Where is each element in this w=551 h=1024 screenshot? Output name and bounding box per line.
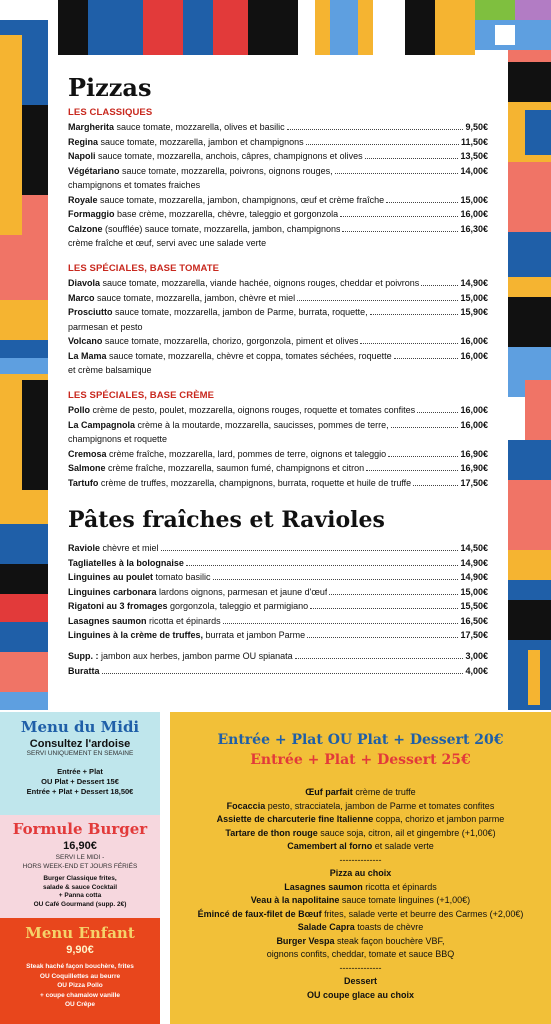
deco-block bbox=[0, 564, 48, 594]
menu-midi-line: Entrée + Plat + Dessert 18,50€ bbox=[26, 786, 134, 796]
formule-item-desc: sauce tomate linguines (+1,00€) bbox=[339, 895, 471, 905]
leader-dots bbox=[102, 673, 464, 674]
menu-enfant-box bbox=[0, 918, 160, 1024]
pates-title: Pâtes fraîches et Ravioles bbox=[68, 507, 385, 533]
deco-block bbox=[0, 524, 48, 564]
menu-item-name: Prosciutto bbox=[68, 307, 113, 317]
menu-item-text bbox=[68, 556, 184, 570]
menu-item-price: 9,50€ bbox=[465, 122, 488, 132]
menu-item-row bbox=[68, 149, 488, 163]
menu-item-name: Linguines au poulet bbox=[68, 572, 153, 582]
menu-item-text bbox=[68, 135, 304, 149]
menu-item-desc: crème de truffes, mozzarella, champignons, burrata, roquette et huile de truffe bbox=[98, 477, 412, 488]
menu-item-name: La Campagnola bbox=[68, 419, 136, 430]
menu-item-row bbox=[68, 418, 488, 432]
menu-item-row bbox=[68, 193, 488, 207]
pizzas-title: Pizzas bbox=[68, 73, 152, 102]
menu-item-continuation: parmesan et pesto bbox=[68, 321, 143, 332]
formule-item-desc: coppa, chorizo et jambon parme bbox=[373, 814, 505, 824]
leader-dots bbox=[213, 579, 459, 580]
menu-item-row bbox=[68, 476, 488, 490]
menu-item-name: Rigatoni au 3 fromages bbox=[68, 601, 168, 611]
deco-block bbox=[0, 235, 48, 300]
formule-item-desc: frites, salade verte et beurre des Carmes (+2,00€) bbox=[321, 908, 524, 919]
deco-block bbox=[508, 297, 551, 347]
menu-item-row bbox=[68, 570, 488, 584]
menu-item-text bbox=[68, 291, 295, 305]
menu-item-name: Linguines à la crème de truffes, bbox=[68, 630, 204, 640]
menu-item-row bbox=[68, 541, 488, 555]
menu-item-desc: sauce tomate, mozzarella, jambon, chèvre et miel bbox=[94, 292, 296, 303]
menu-item-row bbox=[68, 447, 488, 461]
menu-item-price: 16,50€ bbox=[460, 615, 488, 626]
menu-item-desc: sauce tomate, mozzarella, jambon, champignons, œuf et crème fraîche bbox=[97, 194, 385, 205]
deco-block bbox=[0, 622, 48, 652]
menu-item-row bbox=[68, 556, 488, 570]
formule-item-desc: ricotta et épinards bbox=[362, 881, 437, 892]
menu-item-row bbox=[68, 664, 488, 678]
menu-item-text bbox=[68, 664, 100, 678]
menu-item-price: 16,00€ bbox=[460, 209, 488, 219]
category-speciales-tomate: LES SPÉCIALES, BASE TOMATE bbox=[68, 263, 220, 274]
leader-dots bbox=[413, 485, 458, 486]
formule-item-desc: sauce soja, citron, ail et gingembre (+1,00€) bbox=[317, 827, 496, 838]
menu-item-desc: sauce tomate, mozzarella, chèvre et coppa, tomates séchées, roquette bbox=[106, 350, 392, 361]
menu-enfant-line: OU Coquillettes au beurre bbox=[39, 972, 121, 980]
deco-block bbox=[435, 0, 475, 55]
deco-block bbox=[143, 0, 183, 55]
menu-item-name: Tartufo bbox=[68, 477, 99, 488]
menu-item-price: 16,90€ bbox=[460, 448, 488, 459]
leader-dots bbox=[335, 173, 459, 174]
menu-item-name: Linguines carbonara bbox=[68, 586, 157, 597]
menu-item-price: 15,00€ bbox=[460, 586, 488, 597]
leader-dots bbox=[287, 129, 464, 130]
formule-plat bbox=[170, 894, 551, 908]
leader-dots bbox=[386, 202, 458, 203]
leader-dots bbox=[342, 231, 458, 232]
leader-dots bbox=[360, 343, 458, 344]
leader-dots bbox=[366, 470, 458, 471]
menu-item-text bbox=[68, 164, 333, 178]
menu-item-text bbox=[68, 418, 389, 432]
formule-item-name: Camembert al forno bbox=[287, 841, 373, 851]
deco-block bbox=[508, 600, 551, 640]
menu-item-row bbox=[68, 599, 488, 613]
menu-item-continuation: champignons et roquette bbox=[68, 434, 168, 444]
deco-block bbox=[508, 440, 551, 480]
menu-item-desc: crème à la moutarde, mozzarella, saucisses, pommes de terre, bbox=[135, 419, 389, 430]
menu-item-text bbox=[68, 207, 338, 221]
deco-block bbox=[22, 380, 48, 490]
menu-item-desc: crème fraîche, mozzarella, lard, pommes de terre, oignons et taleggio bbox=[106, 448, 387, 459]
menu-item-price: 4,00€ bbox=[465, 665, 488, 676]
formule-burger-note: HORS WEEK-END ET JOURS FÉRIÉS bbox=[22, 862, 138, 870]
menu-item-desc: base crème, mozzarella, chèvre, taleggio et gorgonzola bbox=[114, 209, 339, 219]
menu-item-price: 16,00€ bbox=[460, 405, 488, 415]
menu-item-row bbox=[68, 349, 488, 363]
menu-item-row bbox=[68, 207, 488, 221]
menu-item-name: Cremosa bbox=[68, 448, 107, 459]
menu-item-text bbox=[68, 649, 293, 663]
menu-item-price: 15,90€ bbox=[460, 307, 488, 317]
formule-item-name: Veau à la napolitaine bbox=[250, 895, 340, 905]
leader-dots bbox=[421, 285, 458, 286]
menu-item-text bbox=[68, 541, 159, 555]
menu-item-price: 15,00€ bbox=[460, 194, 488, 205]
menu-item-text bbox=[68, 193, 384, 207]
menu-item-text bbox=[68, 461, 364, 475]
menu-item-text bbox=[68, 305, 368, 319]
menu-item-price: 16,00€ bbox=[460, 336, 488, 346]
menu-item-price: 3,00€ bbox=[465, 651, 488, 661]
menu-item-price: 17,50€ bbox=[460, 477, 488, 488]
menu-item-continuation: crème fraîche et œuf, servi avec une salade verte bbox=[68, 238, 267, 248]
deco-block bbox=[508, 550, 551, 580]
formule-item-desc: steak façon bouchère VBF, bbox=[334, 935, 445, 946]
menu-item-name: Végétariano bbox=[68, 165, 120, 176]
menu-item-name: Formaggio bbox=[68, 209, 115, 219]
menu-item-text bbox=[68, 120, 285, 134]
deco-block bbox=[0, 692, 48, 710]
menu-item-name: Supp. : bbox=[68, 651, 99, 661]
menu-item-desc: sauce tomate, mozzarella, jambon et champignons bbox=[98, 136, 304, 147]
formule-plats-title bbox=[170, 867, 551, 881]
formule-entree bbox=[170, 786, 551, 800]
deco-block bbox=[58, 0, 88, 55]
formule-item-desc: pesto, stracciatela, jambon de Parme et tomates confites bbox=[265, 800, 495, 811]
menu-item-name: Royale bbox=[68, 194, 98, 205]
menu-midi-box bbox=[0, 712, 160, 815]
deco-block bbox=[508, 232, 551, 277]
menu-item-desc: lardons oignons, parmesan et jaune d'œuf bbox=[156, 586, 328, 597]
menu-item-row bbox=[68, 334, 488, 348]
category-classiques: LES CLASSIQUES bbox=[68, 107, 153, 118]
deco-block bbox=[525, 110, 551, 155]
formule-burger-price: 16,90€ bbox=[63, 840, 97, 852]
leader-dots bbox=[417, 412, 458, 413]
menu-item-row bbox=[68, 461, 488, 475]
leader-dots bbox=[391, 427, 459, 428]
leader-dots bbox=[365, 158, 459, 159]
menu-item-row bbox=[68, 628, 488, 642]
leader-dots bbox=[340, 216, 458, 217]
deco-block bbox=[525, 380, 551, 440]
deco-block bbox=[183, 0, 213, 55]
formule-heading-20: Entrée + Plat OU Plat + Dessert 20€ bbox=[217, 732, 504, 748]
formule-entree bbox=[170, 813, 551, 827]
menu-item-name: Margherita bbox=[68, 122, 115, 132]
deco-block bbox=[508, 580, 551, 600]
formule-item-name: Assiette de charcuterie fine Italienne bbox=[216, 814, 374, 824]
menu-midi-note: SERVI UNIQUEMENT EN SEMAINE bbox=[26, 750, 134, 757]
formule-item-name: Focaccia bbox=[226, 800, 266, 811]
deco-block bbox=[0, 358, 48, 374]
deco-block bbox=[0, 652, 48, 692]
menu-item-name: Volcano bbox=[68, 336, 103, 346]
formule-item-name: Salade Capra bbox=[297, 922, 355, 932]
formule-item-desc: crème de truffe bbox=[352, 787, 416, 797]
menu-item-continuation: et crème balsamique bbox=[68, 365, 152, 375]
deco-block bbox=[508, 50, 551, 62]
deco-block bbox=[0, 594, 48, 622]
menu-item-name: Napoli bbox=[68, 151, 96, 161]
menu-item-text bbox=[68, 476, 411, 490]
menu-item-text bbox=[68, 349, 392, 363]
menu-item-price: 14,90€ bbox=[460, 278, 488, 288]
formule-plat bbox=[170, 935, 551, 949]
formule-section-title: Pizza au choix bbox=[329, 868, 392, 878]
menu-item-name: Regina bbox=[68, 136, 99, 147]
menu-item-text bbox=[68, 149, 363, 163]
leader-dots bbox=[223, 623, 459, 624]
formule-burger-box bbox=[0, 815, 160, 918]
formule-body bbox=[170, 786, 551, 1002]
formule-item-name: Œuf parfait bbox=[305, 787, 353, 797]
deco-block bbox=[528, 650, 540, 705]
formule-separator: -------------- bbox=[339, 854, 382, 865]
menu-item-row bbox=[68, 649, 488, 663]
formule-dessert-title bbox=[170, 975, 551, 989]
formule-burger-continuation: oignons confits, cheddar, tomate et sauce BBQ bbox=[266, 949, 455, 959]
menu-item-name: Lasagnes saumon bbox=[68, 615, 147, 626]
deco-block bbox=[508, 162, 551, 232]
deco-block bbox=[0, 340, 48, 358]
menu-item-desc: burrata et jambon Parme bbox=[203, 630, 306, 640]
menu-item-price: 11,50€ bbox=[460, 136, 488, 147]
leader-dots bbox=[370, 314, 459, 315]
menu-enfant-line: + coupe chamalow vanille bbox=[39, 991, 120, 999]
deco-block bbox=[515, 0, 551, 20]
menu-item-desc: sauce tomate, mozzarella, chorizo, gorgonzola, piment et olives bbox=[102, 336, 359, 346]
formule-burger-note: SERVI LE MIDI - bbox=[55, 854, 105, 861]
menu-item-price: 14,90€ bbox=[460, 572, 488, 582]
menu-item-row bbox=[68, 222, 488, 236]
menu-item-row bbox=[68, 305, 488, 319]
menu-card bbox=[55, 55, 502, 705]
menu-item-desc: sauce tomate, mozzarella, viande hachée, oignons rouges, cheddar et poivrons bbox=[100, 278, 420, 288]
deco-block bbox=[508, 62, 551, 102]
formule-burger-line: salade & sauce Cocktail bbox=[42, 883, 118, 891]
menu-item-desc: crème fraîche, mozzarella, saumon fumé, champignons et citron bbox=[105, 463, 365, 473]
formule-plat bbox=[170, 908, 551, 922]
deco-block bbox=[508, 480, 551, 550]
formule-entree bbox=[170, 827, 551, 841]
menu-enfant-price: 9,90€ bbox=[66, 944, 94, 956]
menu-item-desc: jambon aux herbes, jambon parme OU spianata bbox=[98, 651, 293, 661]
menu-item-name: Salmone bbox=[68, 463, 106, 473]
menu-item-row bbox=[68, 614, 488, 628]
deco-block bbox=[0, 35, 22, 235]
menu-item-text bbox=[68, 614, 221, 628]
formule-entree bbox=[170, 840, 551, 854]
menu-item-price: 14,50€ bbox=[460, 543, 488, 553]
menu-item-desc: gorgonzola, taleggio et parmigiano bbox=[167, 601, 309, 611]
menu-item-text bbox=[68, 403, 415, 417]
deco-block bbox=[508, 277, 551, 297]
formule-burger-line: + Panna cotta bbox=[58, 892, 102, 899]
menu-enfant-title: Menu Enfant bbox=[25, 924, 135, 942]
formule-plat bbox=[170, 881, 551, 895]
menu-item-price: 16,00€ bbox=[460, 419, 488, 430]
menu-midi-line: OU Plat + Dessert 15€ bbox=[41, 776, 119, 786]
leader-dots bbox=[161, 550, 459, 551]
leader-dots bbox=[295, 658, 464, 659]
menu-item-row bbox=[68, 120, 488, 134]
menu-item-price: 15,00€ bbox=[460, 292, 488, 303]
menu-item-text bbox=[68, 628, 305, 642]
deco-block bbox=[495, 25, 515, 45]
deco-block bbox=[213, 0, 248, 55]
deco-block bbox=[358, 0, 373, 55]
formule-dessert-text: OU coupe glace au choix bbox=[306, 989, 415, 1000]
menu-item-desc: sauce tomate, mozzarella, olives et basilic bbox=[114, 122, 285, 132]
menu-item-text bbox=[68, 585, 327, 599]
menu-item-text bbox=[68, 599, 308, 613]
leader-dots bbox=[307, 637, 458, 638]
menu-item-text bbox=[68, 276, 419, 290]
formule-item-name: Émincé de faux-filet de Bœuf bbox=[197, 908, 322, 919]
leader-dots bbox=[297, 300, 458, 301]
menu-item-price: 14,00€ bbox=[460, 165, 488, 176]
formule-item-name: Lasagnes saumon bbox=[284, 881, 363, 892]
menu-midi-subtitle: Consultez l'ardoise bbox=[29, 738, 131, 750]
deco-block bbox=[88, 0, 143, 55]
menu-item-desc: tomato basilic bbox=[153, 572, 211, 582]
leader-dots bbox=[394, 358, 459, 359]
menu-item-name: Buratta bbox=[68, 665, 100, 676]
menu-item-desc: sauce tomate, mozzarella, poivrons, oignons rouges, bbox=[119, 165, 333, 176]
deco-block bbox=[405, 0, 435, 55]
menu-item-price: 15,50€ bbox=[460, 601, 488, 611]
leader-dots bbox=[388, 456, 458, 457]
formule-section-title: Dessert bbox=[343, 976, 378, 986]
formule-entree bbox=[170, 800, 551, 814]
leader-dots bbox=[310, 608, 458, 609]
menu-item-price: 16,90€ bbox=[460, 463, 488, 473]
formule-item-name: Burger Vespa bbox=[276, 935, 335, 946]
menu-item-price: 14,90€ bbox=[460, 557, 488, 568]
formule-burger-line: OU Café Gourmand (supp. 2€) bbox=[33, 900, 127, 908]
menu-item-row bbox=[68, 276, 488, 290]
menu-item-name: Calzone bbox=[68, 223, 103, 234]
menu-item-name: Tagliatelles à la bolognaise bbox=[68, 557, 184, 568]
deco-block bbox=[475, 0, 515, 20]
menu-midi-title: Menu du Midi bbox=[20, 718, 140, 736]
menu-item-text bbox=[68, 447, 386, 461]
formule-burger-title: Formule Burger bbox=[12, 820, 148, 838]
menu-item-desc: crème de pesto, poulet, mozzarella, oignons rouges, roquette et tomates confites bbox=[90, 405, 416, 415]
menu-item-desc: sauce tomate, mozzarella, jambon de Parme, burrata, roquette, bbox=[112, 307, 368, 317]
formule-burger-line: Burger Classique frites, bbox=[43, 875, 117, 882]
menu-item-desc: ricotta et épinards bbox=[146, 615, 221, 626]
menu-item-row bbox=[68, 135, 488, 149]
formule-heading-25: Entrée + Plat + Dessert 25€ bbox=[250, 752, 471, 768]
menu-item-text bbox=[68, 334, 358, 348]
menu-item-price: 16,30€ bbox=[460, 223, 488, 234]
menu-midi-line: Entrée + Plat bbox=[57, 766, 103, 776]
menu-item-text bbox=[68, 222, 340, 236]
category-speciales-creme: LES SPÉCIALES, BASE CRÈME bbox=[68, 390, 215, 401]
leader-dots bbox=[186, 565, 459, 566]
formule-box bbox=[170, 712, 551, 1024]
menu-item-row bbox=[68, 291, 488, 305]
formule-plat bbox=[170, 921, 551, 935]
menu-enfant-line: OU Crêpe bbox=[65, 1001, 95, 1008]
menu-item-continuation: champignons et tomates fraiches bbox=[68, 180, 201, 190]
menu-enfant-line: OU Pizza Pollo bbox=[57, 982, 103, 989]
menu-item-name: Diavola bbox=[68, 278, 101, 288]
formule-item-name: Tartare de thon rouge bbox=[225, 827, 318, 838]
menu-item-row bbox=[68, 164, 488, 178]
menu-enfant-line: Steak haché façon bouchère, frites bbox=[26, 963, 134, 970]
menu-item-name: Raviole bbox=[68, 543, 101, 553]
menu-item-row bbox=[68, 403, 488, 417]
menu-item-desc: (soufflée) sauce tomate, mozzarella, jambon, champignons bbox=[102, 223, 341, 234]
menu-item-row bbox=[68, 585, 488, 599]
formule-separator: -------------- bbox=[339, 962, 382, 973]
leader-dots bbox=[306, 144, 459, 145]
formule-item-desc: toasts de chèvre bbox=[354, 922, 424, 932]
menu-item-price: 17,50€ bbox=[460, 630, 488, 640]
deco-block bbox=[0, 300, 48, 340]
formule-dessert-line bbox=[170, 989, 551, 1003]
deco-block bbox=[315, 0, 330, 55]
menu-item-price: 16,00€ bbox=[460, 350, 488, 361]
menu-item-price: 13,50€ bbox=[460, 151, 488, 161]
deco-block bbox=[22, 105, 48, 195]
menu-item-desc: sauce tomate, mozzarella, anchois, câpres, champignons et olives bbox=[95, 151, 363, 161]
menu-item-name: Marco bbox=[68, 292, 95, 303]
menu-item-text bbox=[68, 570, 211, 584]
deco-block bbox=[248, 0, 298, 55]
menu-item-desc: chèvre et miel bbox=[100, 543, 159, 553]
formule-item-desc: et salade verte bbox=[372, 841, 434, 851]
deco-block bbox=[330, 0, 358, 55]
menu-item-name: La Mama bbox=[68, 350, 107, 361]
leader-dots bbox=[329, 594, 458, 595]
menu-item-name: Pollo bbox=[68, 405, 90, 415]
